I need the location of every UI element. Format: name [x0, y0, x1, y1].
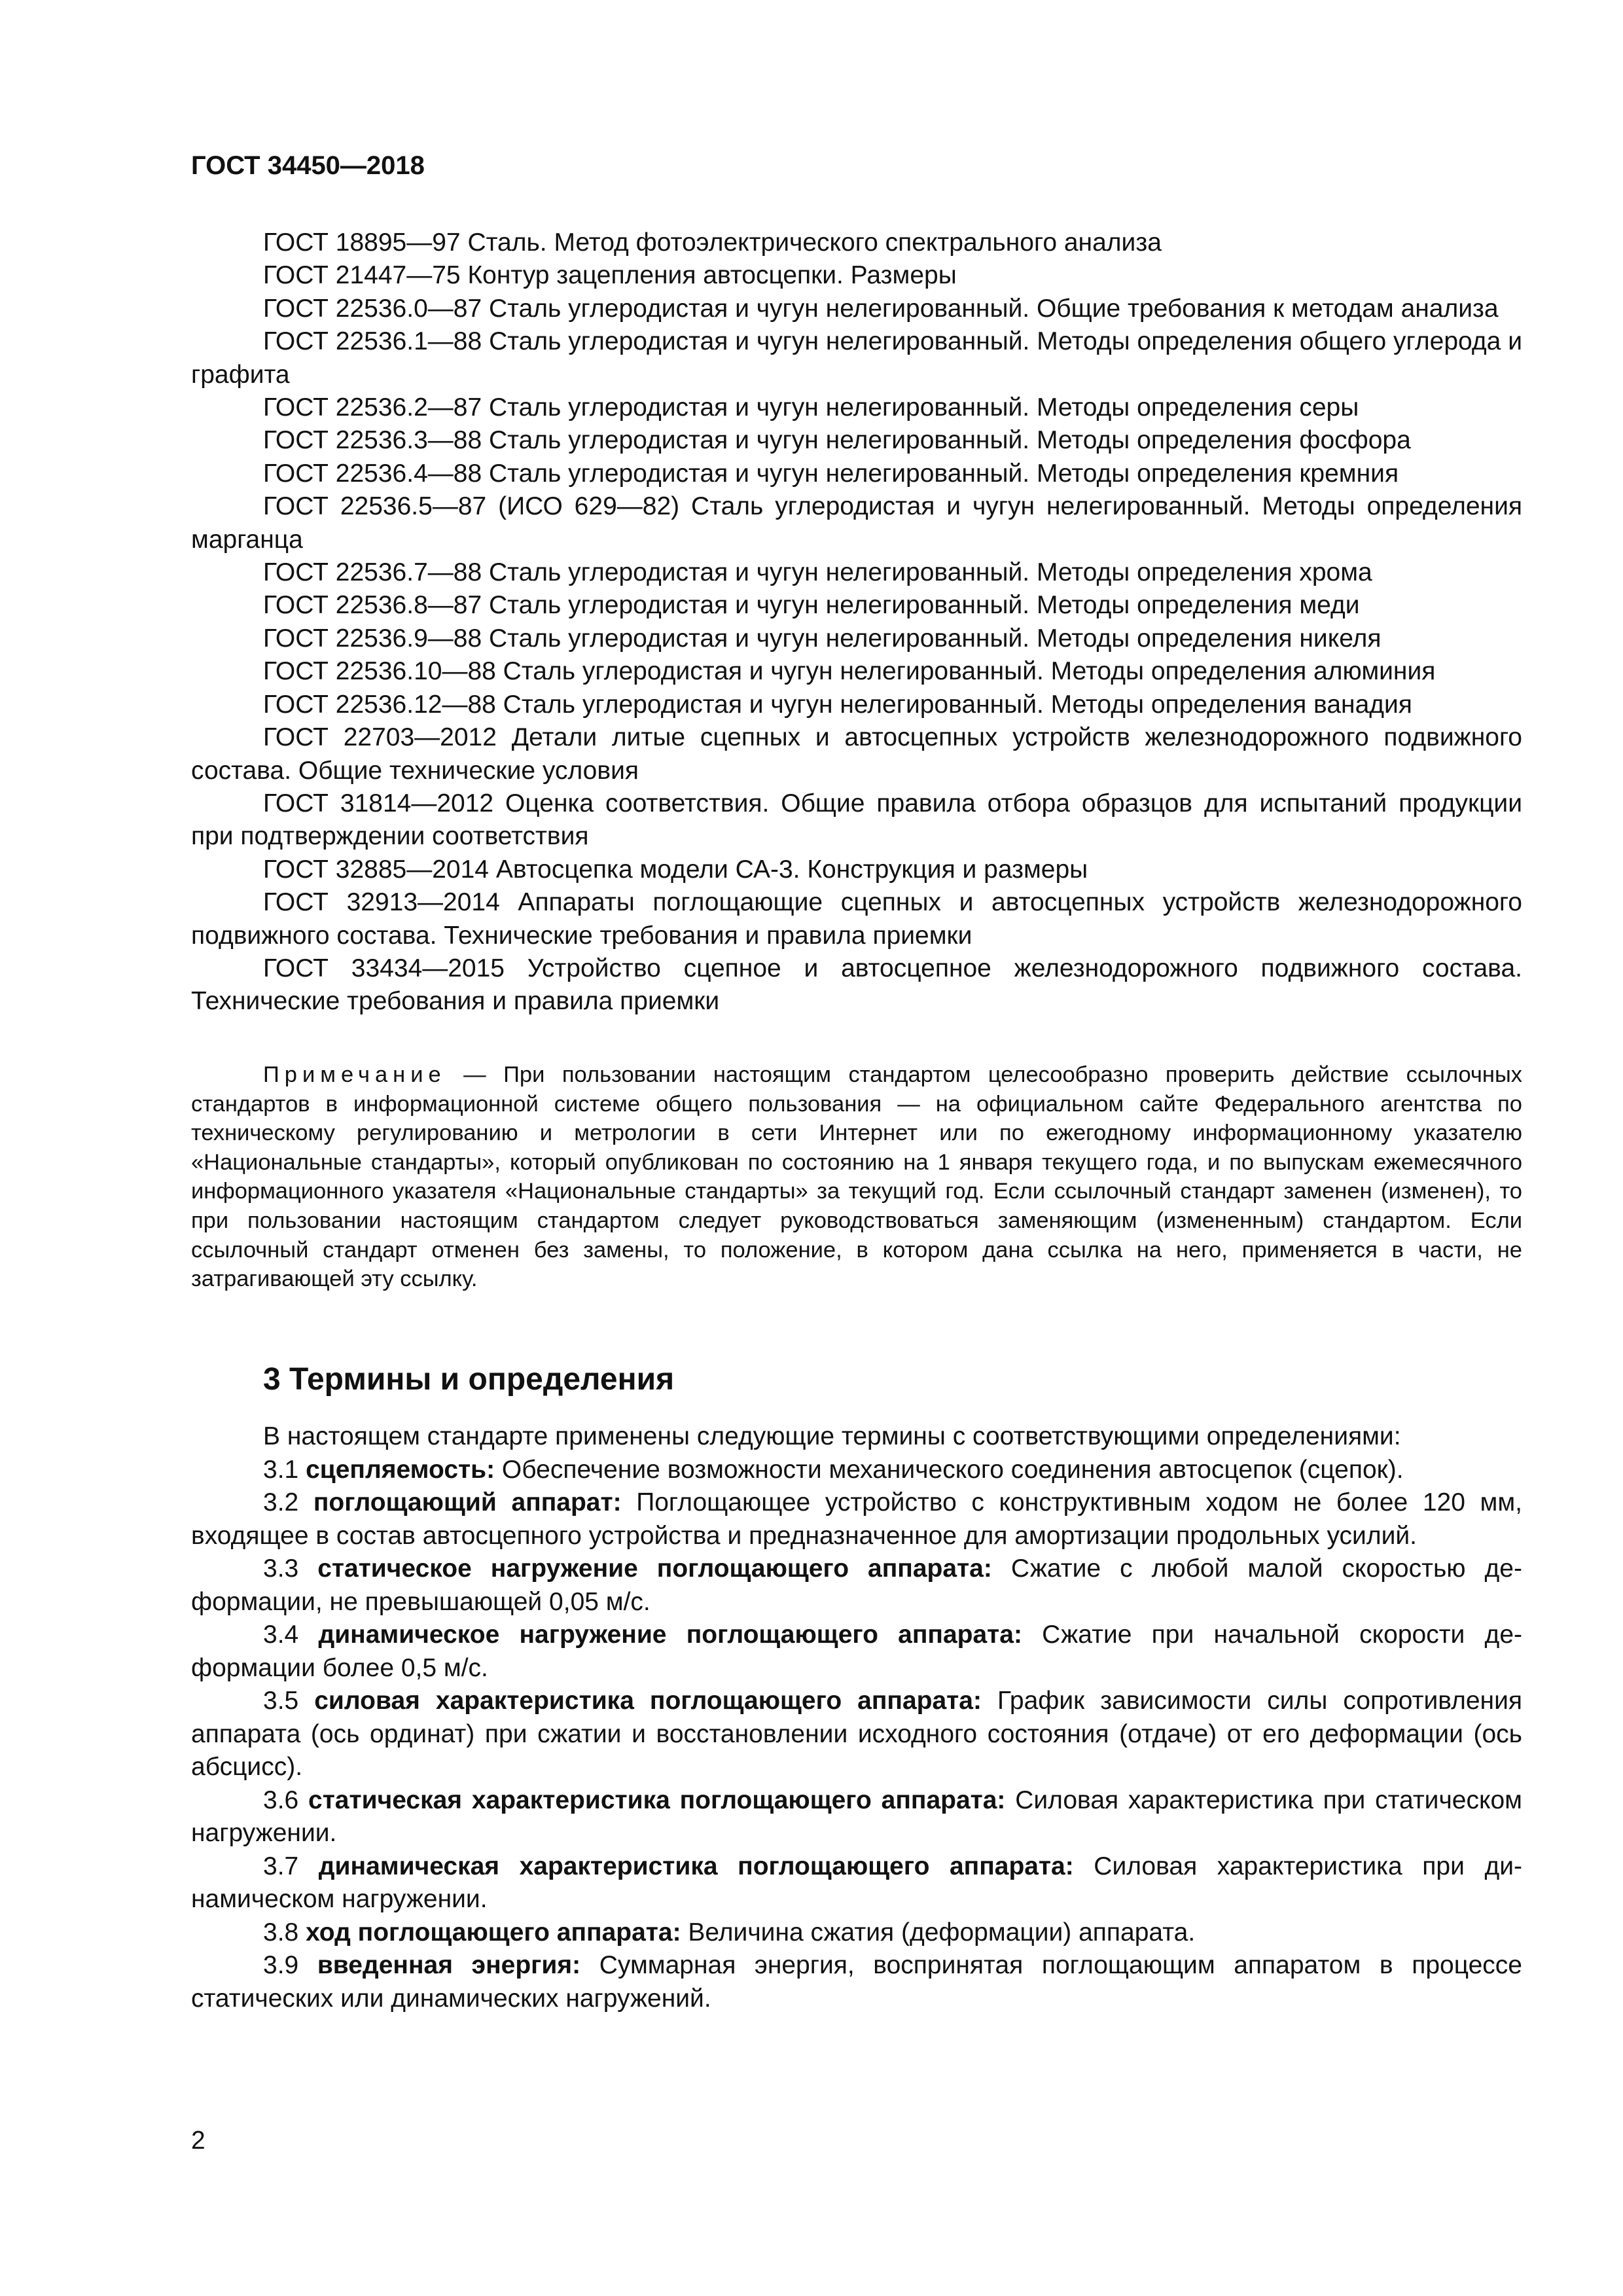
term-entry	[191, 1552, 1522, 1619]
term-definition: Сжатие при начальной скорости деформации более 0,5 м/с.	[191, 1621, 1523, 1682]
term-entry	[191, 1784, 1522, 1850]
reference-item: ГОСТ 22536.12—88 Сталь углеродистая и чугун нелегированный. Методы определения ванадия	[263, 690, 1412, 719]
note-text: — При пользовании настоящим стандартом целесообразно проверить действие ссылочных стандартов в информационной системе общего пользования — на официальном сайте Федерального агентства по техническому регулированию и метрологии в сети Интернет или по ежегодному информационному указателю «Национальные стандарты», который опубликован по состоянию на 1 января текущего года, и по выпускам ежемесячного информационного указателя «Национальные стандарты» за текущий год. Если ссылочный стандарт заменен (изменен), то при пользовании настоящим стандартом следует руководствоваться заменяющим (измененным) стандартом. Если ссылочный стандарт отменен без замены, то положение, в котором дана ссылка на него, применяется в части, не затрагивающей эту ссылку.	[191, 1062, 1522, 1292]
term-name: статическое нагружение поглощающего аппарата:	[317, 1554, 992, 1583]
term-name: динамическая характеристика поглощающего аппарата:	[318, 1852, 1074, 1880]
term-definition: Силовая характеристика при статическом нагружении.	[191, 1785, 1522, 1847]
reference-item: ГОСТ 32913—2014 Аппараты поглощающие сцепных и автосцепных устройств железнодорожного подвижного состава. Технические требования и правила приемки	[191, 888, 1522, 950]
term-entry	[191, 1916, 1522, 1950]
reference-item: ГОСТ 22536.1—88 Сталь углеродистая и чугун нелегированный. Методы определения общего углерода и графита	[191, 327, 1522, 389]
term-definition: Поглощающее устройство с конструктивным ходом не более 120 мм, входящее в состав автосцепного устройства и предназначенное для амортизации продольных усилий.	[191, 1488, 1523, 1550]
reference-item: ГОСТ 32885—2014 Автосцепка модели СА-3. Конструкция и размеры	[263, 855, 1088, 884]
term-definition: Силовая характеристика при динамическом нагружении.	[191, 1852, 1522, 1913]
reference-item: ГОСТ 22536.0—87 Сталь углеродистая и чугун нелегированный. Общие требования к методам анализа	[263, 294, 1499, 323]
term-number: 3.3	[263, 1554, 318, 1583]
reference-item: ГОСТ 22536.8—87 Сталь углеродистая и чугун нелегированный. Методы определения меди	[263, 591, 1360, 620]
term-name: поглощающий аппарат:	[313, 1488, 622, 1516]
term-entry	[191, 1454, 1522, 1487]
term-name: сцепляемость:	[306, 1455, 495, 1484]
terms-intro: В настоящем стандарте применены следующие термины с соответствующими определениями:	[263, 1422, 1401, 1450]
term-entry	[191, 1685, 1522, 1784]
reference-item: ГОСТ 22536.2—87 Сталь углеродистая и чугун нелегированный. Методы определения серы	[263, 393, 1359, 422]
term-number: 3.7	[263, 1852, 319, 1880]
reference-item: ГОСТ 22536.3—88 Сталь углеродистая и чугун нелегированный. Методы определения фосфора	[263, 426, 1411, 455]
term-number: 3.2	[263, 1488, 313, 1516]
term-entry	[191, 1850, 1522, 1916]
page-number: 2	[191, 2126, 205, 2155]
term-name: введенная энергия:	[317, 1951, 581, 1979]
section-heading: 3 Термины и определения	[263, 1362, 675, 1397]
reference-item: ГОСТ 18895—97 Сталь. Метод фотоэлектрического спектрального анализа	[263, 228, 1162, 257]
term-name: силовая характеристика поглощающего аппарата:	[314, 1687, 982, 1715]
document-header: ГОСТ 34450—2018	[191, 151, 425, 180]
reference-item: ГОСТ 22536.4—88 Сталь углеродистая и чугун нелегированный. Методы определения кремния	[263, 459, 1399, 488]
term-entry	[191, 1619, 1522, 1685]
reference-item: ГОСТ 21447—75 Контур зацепления автосцепки. Размеры	[263, 261, 957, 290]
term-number: 3.5	[263, 1687, 315, 1715]
normative-references-list	[191, 226, 1522, 1018]
term-definition: Обеспечение возможности механического соединения автосцепок (сцепок).	[495, 1455, 1404, 1484]
note-block	[191, 1060, 1522, 1294]
term-number: 3.6	[263, 1785, 309, 1814]
term-definition: График зависимости силы сопротивления аппарата (ось ординат) при сжатии и восстановлении исходного состояния (отдаче) от его деформации (ось абсцисс).	[191, 1687, 1522, 1781]
reference-item: ГОСТ 22703—2012 Детали литые сцепных и автосцепных устройств железнодорожного подвижного состава. Общие технические условия	[191, 723, 1522, 785]
term-entry	[191, 1949, 1522, 2015]
term-number: 3.4	[263, 1621, 319, 1649]
term-name: статическая характеристика поглощающего аппарата:	[308, 1785, 1006, 1814]
term-number: 3.9	[263, 1951, 317, 1979]
term-number: 3.1	[263, 1455, 306, 1484]
term-name: динамическое нагружение поглощающего аппарата:	[318, 1621, 1022, 1649]
reference-item: ГОСТ 22536.9—88 Сталь углеродистая и чугун нелегированный. Методы определения никеля	[263, 624, 1382, 653]
term-name: ход поглощающего аппарата:	[306, 1918, 681, 1946]
note-label: Примечание	[263, 1062, 446, 1087]
reference-item: ГОСТ 22536.7—88 Сталь углеродистая и чугун нелегированный. Методы определения хрома	[263, 558, 1372, 587]
term-definition: Сжатие с любой малой скоростью деформации, не превышающей 0,05 м/с.	[191, 1554, 1522, 1616]
term-definition: Величина сжатия (деформации) аппарата.	[681, 1918, 1196, 1946]
reference-item: ГОСТ 31814—2012 Оценка соответствия. Общие правила отбора образцов для испытаний продукции при подтверждении соответствия	[191, 789, 1522, 851]
reference-item: ГОСТ 33434—2015 Устройство сцепное и автосцепное железнодорожного подвижного состава. Технические требования и правила приемки	[191, 954, 1522, 1016]
reference-item: ГОСТ 22536.10—88 Сталь углеродистая и чугун нелегированный. Методы определения алюминия	[263, 657, 1436, 686]
reference-item: ГОСТ 22536.5—87 (ИСО 629—82) Сталь углеродистая и чугун нелегированный. Методы определения марганца	[191, 492, 1522, 554]
term-number: 3.8	[263, 1918, 306, 1946]
terms-list	[191, 1420, 1522, 2015]
term-definition: Суммарная энергия, воспринятая поглощающим аппаратом в процессе статических или динамических нагружений.	[191, 1951, 1522, 2013]
term-entry	[191, 1486, 1522, 1552]
